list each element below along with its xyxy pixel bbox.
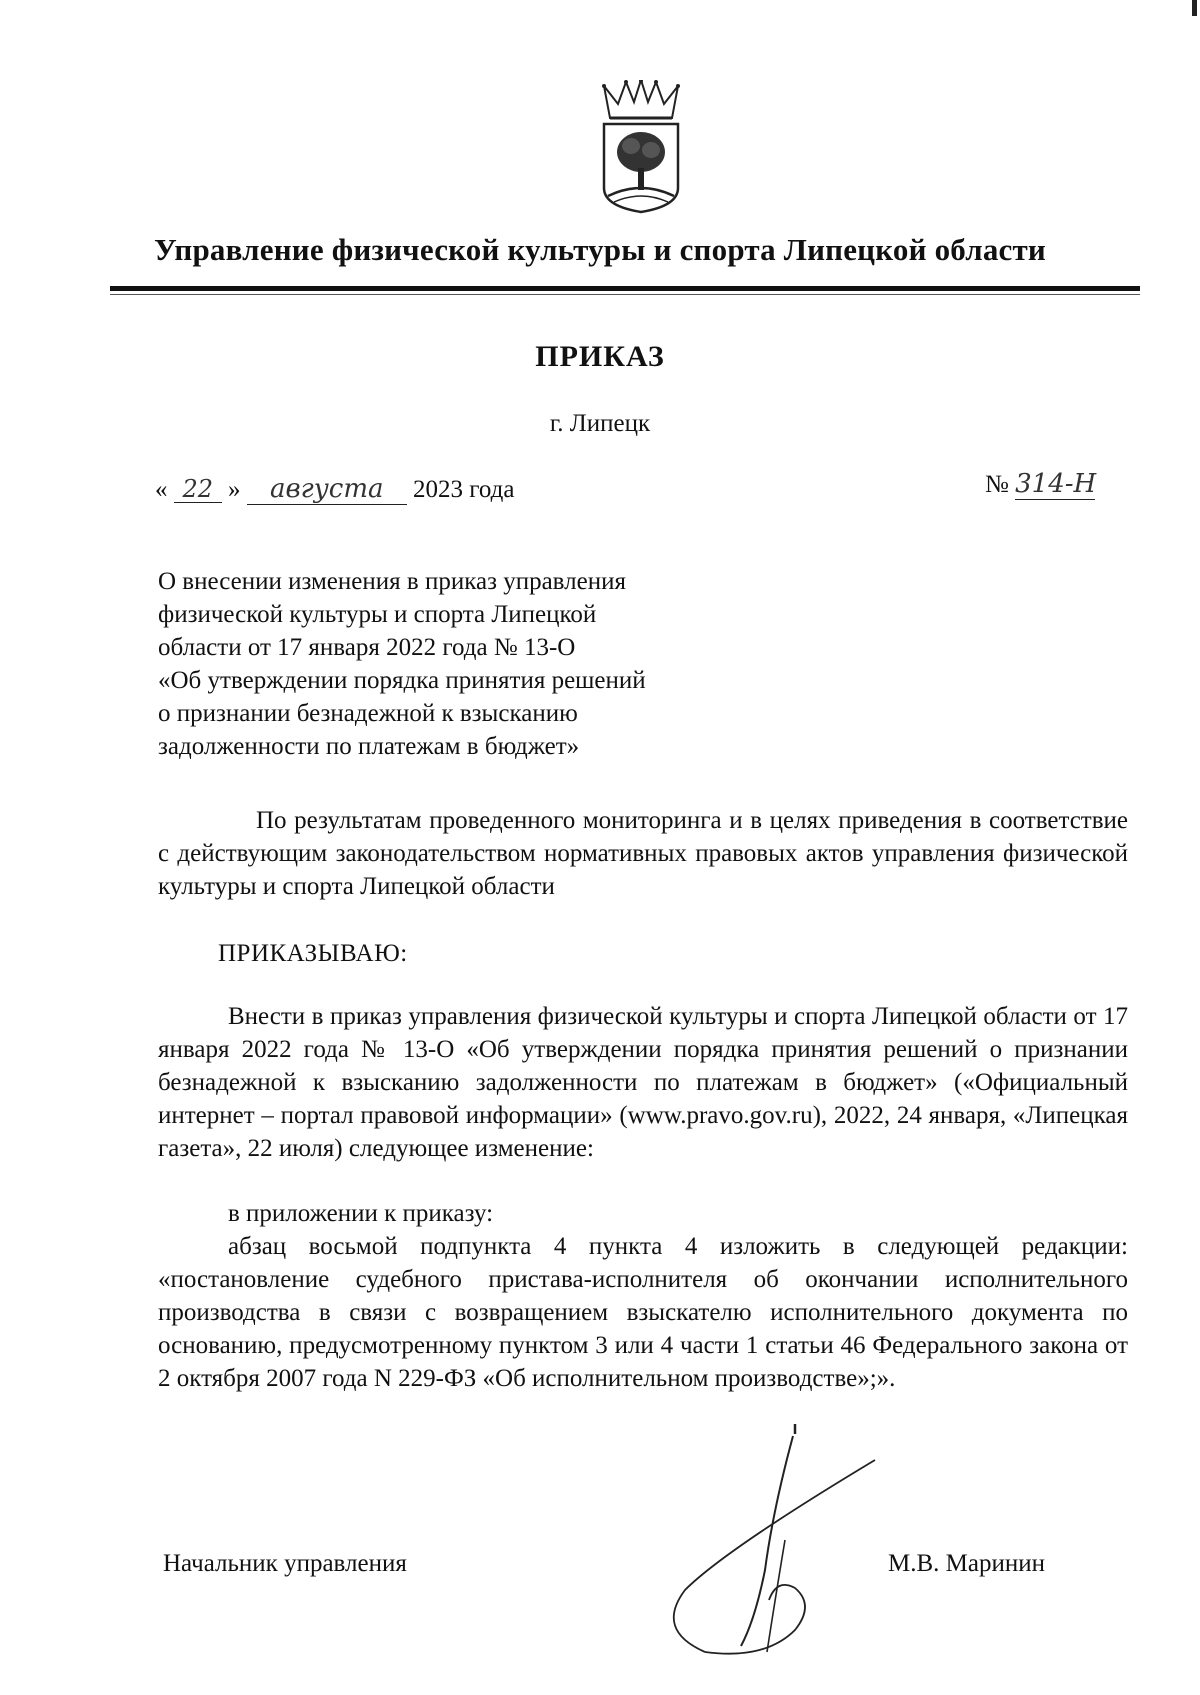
- signer-name: М.В. Маринин: [888, 1550, 1045, 1577]
- handwritten-signature: [645, 1420, 885, 1660]
- organization-title: Управление физической культуры и спорта Липецкой области: [154, 232, 1046, 267]
- preamble-paragraph: По результатам проведенного мониторинга и в целях приведения в соответствие с действующим законодательством нормативных правовых актов управления физической культуры и спорта Липецкой области: [158, 807, 1128, 900]
- subject-line: «Об утверждении порядка принятия решений: [158, 667, 646, 694]
- annex-paragraph: в приложении к приказу:: [228, 1200, 494, 1227]
- date-day-handwritten: 22: [174, 476, 222, 503]
- date-close-quote: »: [228, 476, 241, 503]
- number-prefix: №: [985, 471, 1009, 498]
- subject-line: задолженности по платежам в бюджет»: [158, 733, 580, 760]
- document-number-handwritten: 314-Н: [1015, 469, 1097, 499]
- date-line: [155, 475, 514, 505]
- scan-corner-mark: [1192, 0, 1197, 16]
- document-number-line: [985, 470, 1095, 500]
- date-year: 2023 года: [413, 476, 515, 503]
- coat-of-arms-emblem: [598, 80, 684, 214]
- amendment-paragraph: абзац восьмой подпункта 4 пункта 4 изложить в следующей редакции: «постановление судебного пристава-исполнителя об окончании исполнительного производства в связи с возвращением взыскателю исполнительного документа по основанию, предусмотренному пунктом 3 или 4 части 1 статьи 46 Федерального закона от 2 октября 2007 года N 229-ФЗ «Об исполнительном производстве»;».: [158, 1233, 1128, 1392]
- header-divider-thick: [110, 286, 1140, 291]
- city-line: г. Липецк: [549, 410, 651, 437]
- header-divider-thin: [110, 294, 1140, 295]
- subject-line: физической культуры и спорта Липецкой: [158, 601, 597, 628]
- document-type-heading: ПРИКАЗ: [535, 340, 665, 373]
- subject-line: О внесении изменения в приказ управления: [158, 568, 626, 595]
- subject-line: области от 17 января 2022 года № 13-О: [158, 634, 576, 661]
- order-directive: ПРИКАЗЫВАЮ:: [218, 940, 408, 967]
- main-paragraph: Внести в приказ управления физической культуры и спорта Липецкой области от 17 января 2022 года № 13-О «Об утверждении порядка принятия решений о признании безнадежной к взысканию задолженности по платежам в бюджет» («Официальный интернет – портал правовой информации» (www.pravo.gov.ru), 2022, 24 января, «Липецкая газета», 22 июля) следующее изменение:: [158, 1003, 1128, 1162]
- date-open-quote: «: [155, 476, 168, 503]
- signer-position: Начальник управления: [163, 1550, 407, 1577]
- document-subject: [158, 565, 718, 763]
- subject-line: о признании безнадежной к взысканию: [158, 700, 578, 727]
- date-month-handwritten: августа: [247, 475, 407, 505]
